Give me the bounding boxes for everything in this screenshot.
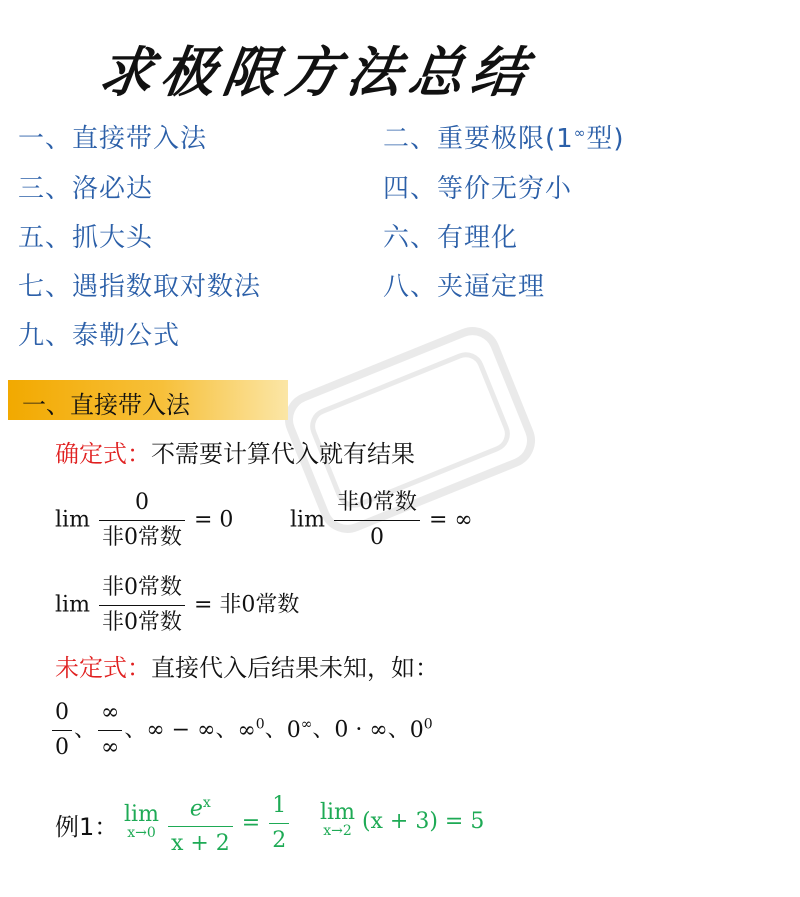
- toc-item-2-suffix: 型): [586, 124, 625, 154]
- sep-3: 、: [215, 717, 238, 743]
- lim-1: lim: [55, 507, 90, 533]
- example-1-den: x + 2: [170, 831, 230, 857]
- result-2: = ∞: [428, 507, 473, 533]
- indeterminate-forms: [50, 696, 433, 765]
- section-heading: 一、直接带入法: [22, 391, 190, 419]
- toc-item-6[interactable]: 六、有理化: [383, 223, 519, 253]
- determinate-line: [55, 434, 415, 469]
- example-1-num-base: e: [189, 796, 203, 822]
- example-label: 例1：: [55, 813, 119, 841]
- toc-item-2-sup: ∞: [573, 125, 587, 142]
- form-5-base: 0: [286, 717, 301, 743]
- form-zero-over-zero: [52, 696, 72, 765]
- sep-5: 、: [312, 717, 335, 743]
- fraction-2: [334, 486, 420, 555]
- form-7-exp: 0: [423, 716, 433, 733]
- form-inf-over-inf: [98, 696, 122, 765]
- formula-zero-over-const: [55, 486, 233, 555]
- form-1-num: 0: [52, 696, 72, 731]
- example-1-formula: [124, 786, 291, 861]
- page-title: 求极限方法总结: [95, 41, 538, 104]
- result-1: = 0: [193, 507, 234, 533]
- form-zero-pow-inf: [287, 718, 313, 743]
- example-1-lim: [124, 801, 159, 842]
- fraction-3-den: 非0常数: [101, 610, 182, 635]
- fraction-2-den: 0: [369, 525, 384, 550]
- example-1-num-exp: x: [202, 795, 211, 811]
- example-2-lim: [320, 800, 355, 840]
- form-inf-minus-inf: ∞ − ∞: [146, 717, 216, 743]
- sep-2: 、: [124, 717, 147, 743]
- formula-const-over-const: [55, 571, 299, 640]
- example-2-lim-text: lim: [320, 800, 355, 825]
- form-1-den: 0: [55, 735, 69, 760]
- indeterminate-line: [55, 648, 439, 683]
- example-2-lim-sub: x→2: [323, 823, 352, 839]
- example-2-formula: [320, 800, 485, 840]
- toc-item-3[interactable]: 三、洛必达: [18, 174, 154, 204]
- toc-item-1[interactable]: 一、直接带入法: [18, 124, 208, 154]
- fraction-3: [99, 571, 185, 640]
- toc-item-7[interactable]: 七、遇指数取对数法: [18, 272, 262, 302]
- example-1-result-num: 1: [269, 789, 289, 824]
- form-4-base: ∞: [237, 717, 256, 743]
- example-1-num: [168, 786, 233, 827]
- form-inf-pow-zero: [237, 718, 264, 743]
- example-2-expr: (x + 3) = 5: [361, 809, 485, 834]
- toc-item-9[interactable]: 九、泰勒公式: [18, 321, 181, 351]
- toc-item-2-label: 二、重要极限(1: [383, 124, 574, 154]
- form-2-den: ∞: [101, 735, 120, 760]
- lim-3: lim: [55, 592, 90, 618]
- determinate-text: 不需要计算代入就有结果: [151, 440, 415, 468]
- result-3: = 非0常数: [193, 592, 300, 618]
- lim-2: lim: [290, 507, 325, 533]
- fraction-1: [99, 486, 185, 555]
- toc-item-2[interactable]: [383, 118, 625, 155]
- example-1-eq: =: [241, 810, 261, 836]
- example-1-result-den: 2: [272, 828, 287, 854]
- form-4-exp: 0: [255, 716, 265, 733]
- example-1-fraction: [168, 786, 233, 861]
- indeterminate-label: 未定式：: [55, 654, 151, 682]
- sep-6: 、: [387, 717, 410, 743]
- example-1-lim-sub: x→0: [127, 824, 156, 841]
- form-zero-pow-zero: [410, 718, 433, 743]
- fraction-2-num: 非0常数: [334, 486, 420, 521]
- formula-const-over-zero: [290, 486, 473, 555]
- toc-item-4[interactable]: 四、等价无穷小: [383, 174, 573, 204]
- toc-item-8[interactable]: 八、夹逼定理: [383, 272, 546, 302]
- indeterminate-text: 直接代入后结果未知，如：: [151, 654, 439, 682]
- fraction-3-num: 非0常数: [99, 571, 185, 606]
- form-7-base: 0: [409, 717, 424, 743]
- fraction-1-den: 非0常数: [101, 525, 182, 550]
- sep-4: 、: [264, 717, 287, 743]
- example-1-result: [269, 789, 289, 858]
- sep-1: 、: [74, 717, 97, 743]
- form-5-exp: ∞: [300, 716, 313, 733]
- form-zero-times-inf: 0 · ∞: [334, 717, 388, 743]
- form-2-num: ∞: [98, 696, 122, 731]
- toc-item-5[interactable]: 五、抓大头: [18, 223, 154, 253]
- fraction-1-num: 0: [99, 486, 185, 521]
- example-1-lim-text: lim: [124, 801, 159, 827]
- determinate-label: 确定式：: [55, 440, 151, 468]
